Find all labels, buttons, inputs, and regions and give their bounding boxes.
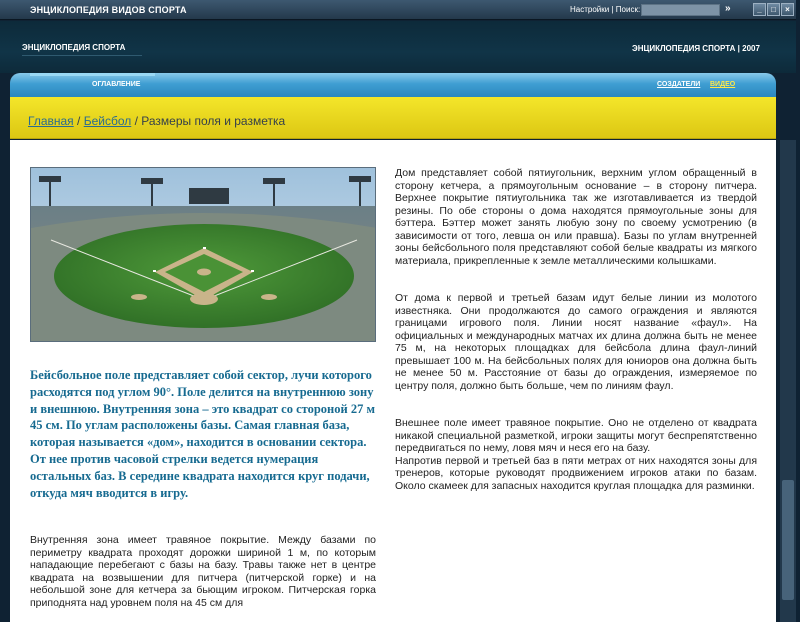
topbar-separator: | xyxy=(611,5,614,14)
site-header xyxy=(0,21,800,73)
paragraph-coach-zones: Напротив первой и третьей баз в пяти метрах от них находятся зоны для тренеров, которые руководят продвижением игроков атаки по базам. Около скамеек для запасных находится круглая площадка для разминки. xyxy=(395,454,757,492)
site-logo[interactable]: ЭНЦИКЛОПЕДИЯ СПОРТА xyxy=(22,43,126,52)
window-controls xyxy=(753,3,795,21)
logo-underline xyxy=(22,55,142,56)
right-column xyxy=(395,167,757,492)
breadcrumb-current: Размеры поля и разметка xyxy=(141,114,286,128)
search-label: Поиск: xyxy=(615,5,641,14)
minimize-icon[interactable]: _ xyxy=(753,3,766,16)
left-paragraph: Внутренняя зона имеет травяное покрытие. Между базами по периметру квадрата проходят дорожки шириной 1 м, по которым нападающие перебегают с базы на базу. Травы также нет в центре квадрата на возвышении для питчера (питчерской горке) и на небольшой зоне для кетчера за бьющим игроком. Питчерская горка приподнята над уровнем поля на 45 см для xyxy=(30,534,376,609)
nav-creators-link[interactable]: СОЗДАТЕЛИ xyxy=(657,81,701,88)
settings-link[interactable]: Настройки xyxy=(570,5,610,14)
breadcrumb-band xyxy=(10,97,776,139)
maximize-icon[interactable]: □ xyxy=(767,3,780,16)
article-content xyxy=(10,140,776,622)
content-scrollbar[interactable] xyxy=(780,140,796,622)
lead-paragraph: Бейсбольное поле представляет собой сектор, лучи которого расходятся под углом 90°. Поле делится на внутреннюю зону и внешнюю. Внутренняя зона – это квадрат со стороной 27 м 45 см. По углам расположены базы. Самая главная база, которая называется «дом», находится в основании сектора. От нее против часовой стрелки ведется нумерация остальных баз. В середине квадрата находится круг подачи, откуда мяч вводится в игру. xyxy=(30,368,375,500)
right-edge xyxy=(796,0,800,622)
main-nav xyxy=(10,73,776,97)
breadcrumb xyxy=(28,114,285,128)
breadcrumb-section-link[interactable]: Бейсбол xyxy=(83,114,132,128)
nav-toc-link[interactable]: ОГЛАВЛЕНИЕ xyxy=(92,81,141,88)
scrollbar-thumb[interactable] xyxy=(782,480,794,600)
breadcrumb-separator: / xyxy=(73,114,84,128)
breadcrumb-separator: / xyxy=(131,114,142,128)
stadium-photo xyxy=(30,167,376,342)
title-bar xyxy=(0,0,800,20)
nav-highlight xyxy=(30,73,155,76)
nav-video-link[interactable]: ВИДЕО xyxy=(710,81,736,88)
app-title: ЭНЦИКЛОПЕДИЯ ВИДОВ СПОРТА xyxy=(30,5,187,15)
breadcrumb-home-link[interactable]: Главная xyxy=(28,114,74,128)
close-icon[interactable]: × xyxy=(781,3,794,16)
paragraph-home-plate: Дом представляет собой пятиугольник, верхним углом обращенный в сторону кетчера, а прямоугольным основание – в сторону питчера. Верхнее покрытие пятиугольника так же изготавливается из твердой резины. По обе стороны о дома находятся прямоугольные зоны для бэттера. Бэттер может занять любую зону по своему усмотрению (в зависимости от того, левша он или правша). Базы по углам внутренней зоны бейсбольного поля представляют собой белые квадраты из мягкого материала, прикрепленные к земле металлическими колышками. xyxy=(395,167,757,267)
paragraph-outfield: Внешнее поле имеет травяное покрытие. Оно не отделено от квадрата никакой специальной разметкой, игроки защиты могут беспрепятственно передвигаться по нему, ловя мяч и неся его на базу. xyxy=(395,417,757,454)
search-go-icon[interactable]: » xyxy=(725,3,731,14)
search-input[interactable] xyxy=(641,4,720,16)
topbar-right xyxy=(570,5,640,14)
paragraph-foul-lines: От дома к первой и третьей базам идут белые линии из молотого известняка. Они продолжаются до самого ограждения и являются границами игрового поля. Линии носят название «фаул». На официальных и международных матчах их длина должна быть не менее 75 м, на некоторых площадках для бейсбола длина фаул-линий превышает 100 м. На бейсбольных полях для юниоров она должна быть не менее 50 м. Расстояние от базы до ограждения, измеряемое по центру поля, должно быть больше, чем по линиям фаул. xyxy=(395,292,757,392)
header-year-title: ЭНЦИКЛОПЕДИЯ СПОРТА | 2007 xyxy=(632,44,760,53)
